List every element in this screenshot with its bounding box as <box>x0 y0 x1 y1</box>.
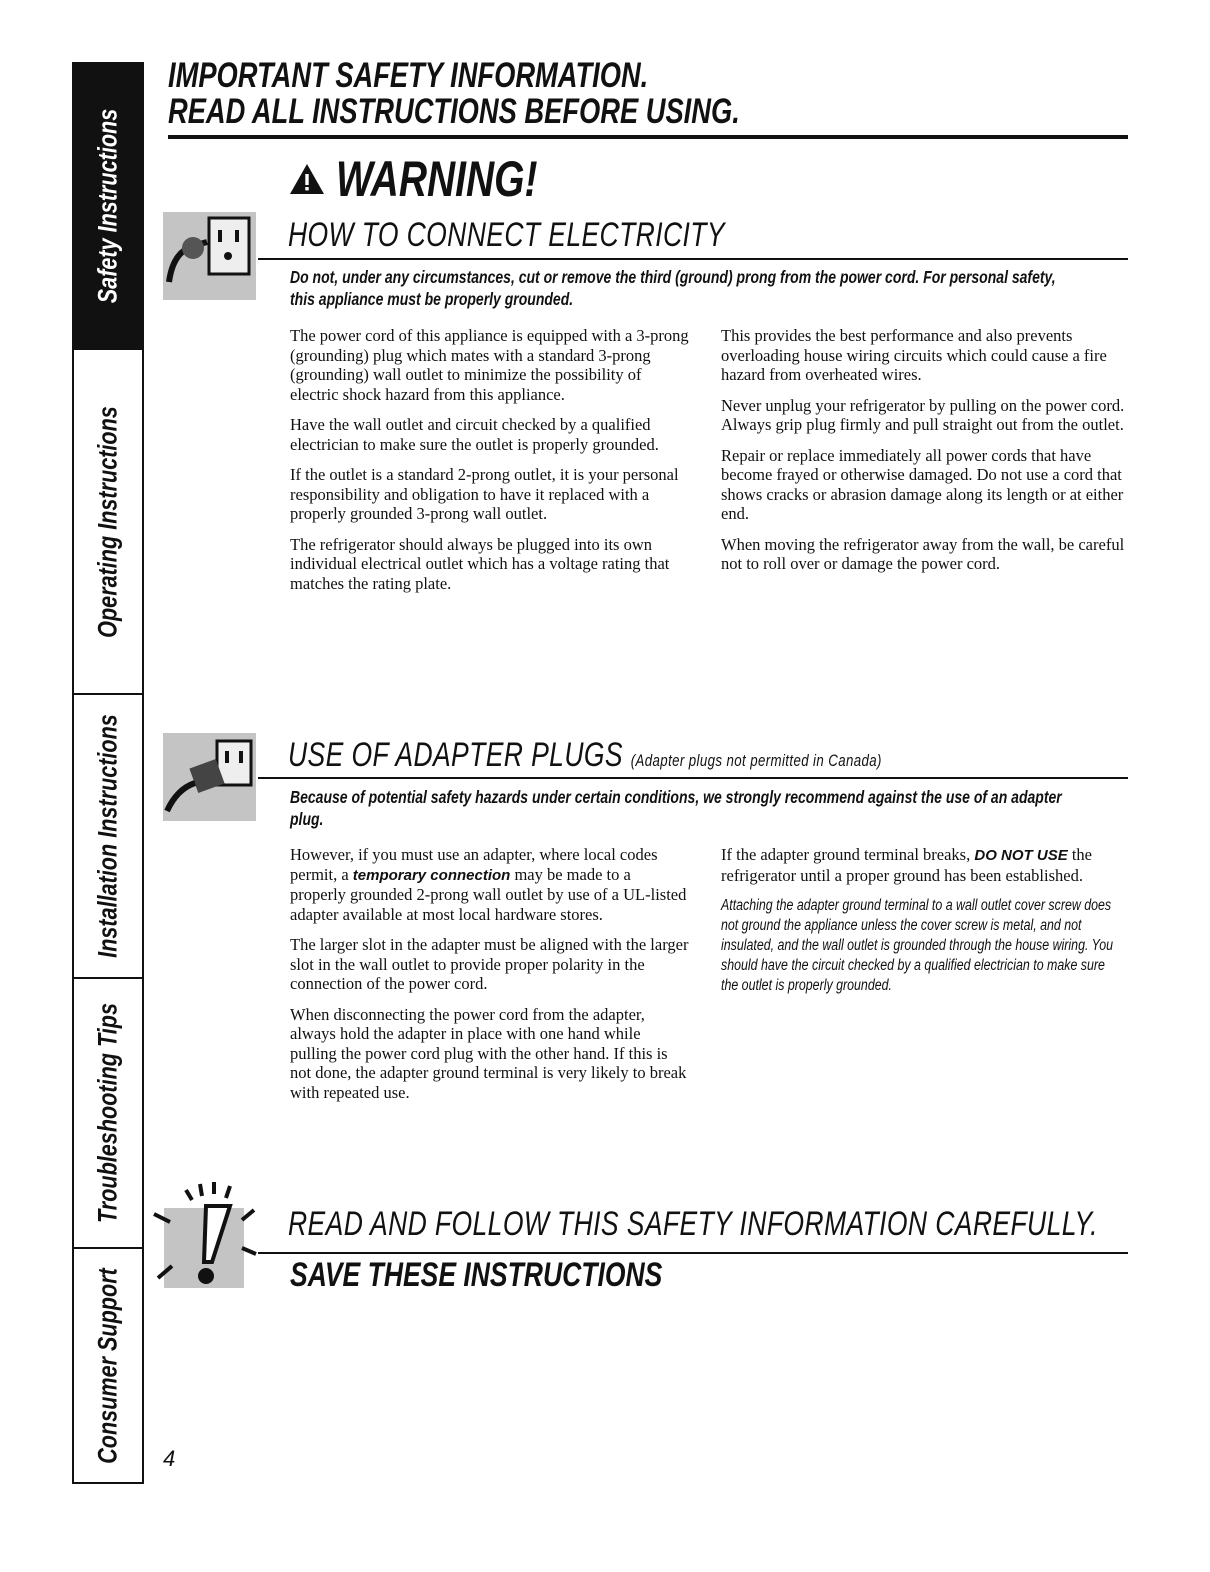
paragraph <box>721 845 1121 885</box>
adapter-left-column <box>290 845 690 1113</box>
plug-outlet-icon <box>163 212 256 300</box>
paragraph: When disconnecting the power cord from the adapter, always hold the adapter in place with one hand while pulling the power cord plug with the other hand. If this is not done, the adapter ground terminal is very likely to break with repeated use. <box>290 1004 687 1102</box>
paragraph: The refrigerator should always be plugged into its own individual electrical outlet which has a voltage rating that matches the rating plate. <box>290 534 670 593</box>
text: However, if you must use an adapter, where local codes permit, a <box>290 845 658 884</box>
adapter-right-column <box>721 845 1121 1007</box>
tab-label: Installation Instructions <box>92 714 123 958</box>
grounding-note: Attaching the adapter ground terminal to a wall outlet cover screw does not ground the appliance unless the cover screw is metal, and not insulated, and the wall outlet is grounded through the house wiring. You should have the circuit checked by a qualified electrician to make sure the outlet is properly grounded. <box>721 897 1114 994</box>
tab-label: Operating Instructions <box>92 405 123 638</box>
section-tabs <box>72 62 144 1484</box>
tab-operating-instructions[interactable] <box>74 348 142 693</box>
read-follow-title: READ AND FOLLOW THIS SAFETY INFORMATION CAREFULLY. <box>288 1205 1098 1243</box>
electricity-warning-lead: Do not, under any circumstances, cut or remove the third (ground) prong from the power cord. For personal safety, this appliance must be properly grounded. <box>290 267 1056 309</box>
page-number: 4 <box>163 1446 176 1471</box>
adapter-canada-note: (Adapter plugs not permitted in Canada) <box>630 751 882 770</box>
tab-troubleshooting-tips[interactable] <box>74 977 142 1247</box>
electricity-title: HOW TO CONNECT ELECTRICITY <box>288 216 725 254</box>
adapter-warning-lead: Because of potential safety hazards under certain conditions, we strongly recommend against the use of an adapter plug. <box>290 787 1062 829</box>
tab-label: Safety Instructions <box>92 108 123 304</box>
paragraph: The larger slot in the adapter must be aligned with the larger slot in the wall outlet to provide proper polarity in the connection of the power cord. <box>290 935 689 993</box>
tab-installation-instructions[interactable] <box>74 693 142 977</box>
paragraph: When moving the refrigerator away from the wall, be careful not to roll over or damage the power cord. <box>721 534 1125 573</box>
header-line-2: READ ALL INSTRUCTIONS BEFORE USING. <box>168 92 740 131</box>
text: may be made to a properly grounded 2-prong wall outlet by use of a UL-listed adapter available at most local hardware stores. <box>290 864 687 924</box>
electricity-right-column <box>721 326 1129 585</box>
text: the refrigerator until a proper ground has been established. <box>721 845 1092 885</box>
text: If the adapter ground terminal breaks, <box>721 845 975 864</box>
tab-consumer-support[interactable] <box>74 1247 142 1482</box>
paragraph: This provides the best performance and also prevents overloading house wiring circuits which could cause a fire hazard from overheated wires. <box>721 326 1107 384</box>
paragraph: Repair or replace immediately all power cords that have become frayed or otherwise damaged. Do not use a cord that shows cracks or abrasion damage along its length or at either end. <box>721 445 1124 523</box>
section-divider <box>258 258 1128 260</box>
emphasis: temporary connection <box>352 866 511 884</box>
paragraph: The power cord of this appliance is equipped with a 3-prong (grounding) plug which mates with a standard 3-prong (grounding) wall outlet to minimize the possibility of electric shock hazard from this appliance. <box>290 326 689 404</box>
tab-safety-instructions[interactable] <box>74 62 142 348</box>
warning-heading <box>288 152 594 206</box>
paragraph: Have the wall outlet and circuit checked by a qualified electrician to make sure the outlet is properly grounded. <box>290 415 659 454</box>
tab-label: Troubleshooting Tips <box>92 1003 123 1223</box>
save-instructions-heading <box>290 1256 767 1295</box>
page-header <box>168 58 901 130</box>
warning-triangle-icon <box>288 162 326 196</box>
adapter-plug-icon <box>163 733 256 821</box>
paragraph: Never unplug your refrigerator by pulling on the power cord. Always grip plug firmly and pull straight out from the outlet. <box>721 395 1125 434</box>
adapter-title-row <box>288 736 882 775</box>
warning-label: WARNING! <box>336 151 538 207</box>
tab-label: Consumer Support <box>92 1267 123 1464</box>
paragraph: If the outlet is a standard 2-prong outlet, it is your personal responsibility and obligation to have it replaced with a properly grounded 3-prong wall outlet. <box>290 465 679 523</box>
section-divider <box>258 777 1128 779</box>
exclamation-alert-icon <box>150 1180 270 1295</box>
electricity-left-column <box>290 326 690 604</box>
header-line-1: IMPORTANT SAFETY INFORMATION. <box>168 56 649 95</box>
adapter-title: USE OF ADAPTER PLUGS <box>288 736 623 774</box>
paragraph <box>290 845 690 924</box>
section-divider <box>258 1252 1128 1254</box>
header-divider <box>168 135 1128 139</box>
save-instructions-label: SAVE THESE INSTRUCTIONS <box>290 1256 663 1294</box>
emphasis: DO NOT USE <box>974 847 1068 864</box>
